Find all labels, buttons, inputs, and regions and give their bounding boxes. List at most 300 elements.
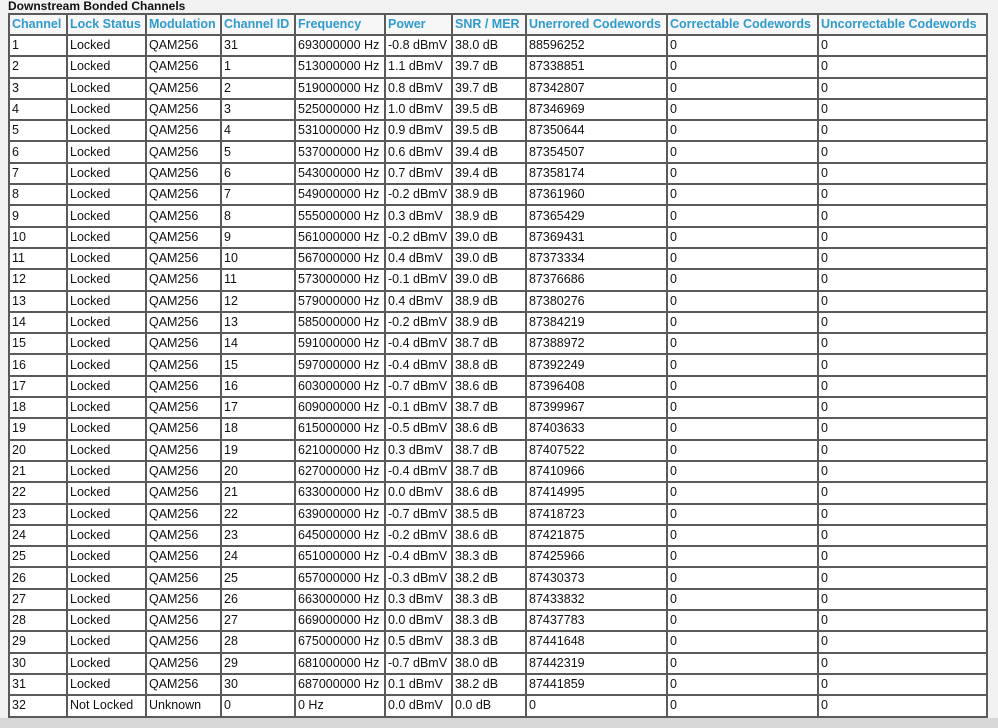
cell-lock-status: Locked <box>67 333 146 354</box>
cell-uncorrectable-codewords: 0 <box>818 674 987 695</box>
cell-modulation: QAM256 <box>146 589 221 610</box>
cell-snr-mer: 38.9 dB <box>452 184 526 205</box>
cell-channel-id: 5 <box>221 141 295 162</box>
cell-correctable-codewords: 0 <box>667 205 818 226</box>
cell-power: 1.1 dBmV <box>385 56 452 77</box>
cell-correctable-codewords: 0 <box>667 546 818 567</box>
cell-frequency: 543000000 Hz <box>295 163 385 184</box>
cell-lock-status: Locked <box>67 525 146 546</box>
header-unerrored-codewords: Unerrored Codewords <box>526 14 667 35</box>
cell-channel: 25 <box>9 546 67 567</box>
cell-snr-mer: 38.3 dB <box>452 546 526 567</box>
cell-correctable-codewords: 0 <box>667 312 818 333</box>
cell-uncorrectable-codewords: 0 <box>818 440 987 461</box>
header-correctable-codewords: Correctable Codewords <box>667 14 818 35</box>
cell-uncorrectable-codewords: 0 <box>818 695 987 716</box>
cell-channel: 24 <box>9 525 67 546</box>
table-row <box>9 504 987 525</box>
cell-channel-id: 12 <box>221 291 295 312</box>
cell-lock-status: Locked <box>67 354 146 375</box>
cell-channel-id: 10 <box>221 248 295 269</box>
table-row <box>9 418 987 439</box>
cell-channel-id: 20 <box>221 461 295 482</box>
cell-uncorrectable-codewords: 0 <box>818 653 987 674</box>
cell-uncorrectable-codewords: 0 <box>818 312 987 333</box>
cell-channel: 3 <box>9 78 67 99</box>
cell-correctable-codewords: 0 <box>667 631 818 652</box>
cell-lock-status: Locked <box>67 248 146 269</box>
table-row <box>9 695 987 716</box>
cell-frequency: 609000000 Hz <box>295 397 385 418</box>
cell-correctable-codewords: 0 <box>667 653 818 674</box>
cell-lock-status: Locked <box>67 35 146 56</box>
table-row <box>9 99 987 120</box>
cell-unerrored-codewords: 88596252 <box>526 35 667 56</box>
cell-correctable-codewords: 0 <box>667 120 818 141</box>
cell-channel: 31 <box>9 674 67 695</box>
table-row <box>9 78 987 99</box>
cell-frequency: 663000000 Hz <box>295 589 385 610</box>
cell-unerrored-codewords: 87358174 <box>526 163 667 184</box>
cell-modulation: QAM256 <box>146 269 221 290</box>
cell-frequency: 627000000 Hz <box>295 461 385 482</box>
table-row <box>9 35 987 56</box>
cell-power: -0.7 dBmV <box>385 504 452 525</box>
header-channel-id: Channel ID <box>221 14 295 35</box>
table-header-row <box>9 14 987 35</box>
table-row <box>9 674 987 695</box>
cell-power: -0.4 dBmV <box>385 354 452 375</box>
cell-lock-status: Locked <box>67 141 146 162</box>
cell-snr-mer: 39.7 dB <box>452 56 526 77</box>
table-row <box>9 525 987 546</box>
cell-uncorrectable-codewords: 0 <box>818 589 987 610</box>
cell-snr-mer: 38.6 dB <box>452 482 526 503</box>
cell-channel: 21 <box>9 461 67 482</box>
table-row <box>9 184 987 205</box>
cell-frequency: 513000000 Hz <box>295 56 385 77</box>
cell-unerrored-codewords: 87407522 <box>526 440 667 461</box>
cell-modulation: QAM256 <box>146 291 221 312</box>
header-frequency: Frequency <box>295 14 385 35</box>
cell-channel-id: 31 <box>221 35 295 56</box>
table-row <box>9 205 987 226</box>
cell-lock-status: Locked <box>67 546 146 567</box>
cell-correctable-codewords: 0 <box>667 461 818 482</box>
cell-uncorrectable-codewords: 0 <box>818 184 987 205</box>
cell-channel-id: 29 <box>221 653 295 674</box>
cell-uncorrectable-codewords: 0 <box>818 248 987 269</box>
cell-channel: 13 <box>9 291 67 312</box>
cell-channel-id: 15 <box>221 354 295 375</box>
cell-correctable-codewords: 0 <box>667 440 818 461</box>
cell-uncorrectable-codewords: 0 <box>818 56 987 77</box>
cell-power: 0.3 dBmV <box>385 205 452 226</box>
cell-channel: 17 <box>9 376 67 397</box>
cell-unerrored-codewords: 0 <box>526 695 667 716</box>
cell-power: 0.9 dBmV <box>385 120 452 141</box>
cell-lock-status: Locked <box>67 269 146 290</box>
cell-unerrored-codewords: 87338851 <box>526 56 667 77</box>
cell-uncorrectable-codewords: 0 <box>818 35 987 56</box>
cell-power: -0.4 dBmV <box>385 333 452 354</box>
cell-channel-id: 30 <box>221 674 295 695</box>
cell-uncorrectable-codewords: 0 <box>818 461 987 482</box>
cell-channel: 7 <box>9 163 67 184</box>
header-modulation: Modulation <box>146 14 221 35</box>
cell-frequency: 603000000 Hz <box>295 376 385 397</box>
cell-unerrored-codewords: 87365429 <box>526 205 667 226</box>
cell-unerrored-codewords: 87430373 <box>526 567 667 588</box>
cell-correctable-codewords: 0 <box>667 227 818 248</box>
cell-modulation: QAM256 <box>146 504 221 525</box>
cell-unerrored-codewords: 87376686 <box>526 269 667 290</box>
cell-unerrored-codewords: 87433832 <box>526 589 667 610</box>
cell-lock-status: Locked <box>67 376 146 397</box>
table-row <box>9 227 987 248</box>
cell-power: 0.3 dBmV <box>385 589 452 610</box>
cell-power: 0.1 dBmV <box>385 674 452 695</box>
table-row <box>9 376 987 397</box>
cell-snr-mer: 39.0 dB <box>452 227 526 248</box>
cell-correctable-codewords: 0 <box>667 674 818 695</box>
cell-modulation: QAM256 <box>146 141 221 162</box>
cell-frequency: 651000000 Hz <box>295 546 385 567</box>
cell-modulation: QAM256 <box>146 461 221 482</box>
table-row <box>9 631 987 652</box>
cell-modulation: QAM256 <box>146 482 221 503</box>
cell-lock-status: Locked <box>67 504 146 525</box>
cell-frequency: 561000000 Hz <box>295 227 385 248</box>
cell-unerrored-codewords: 87361960 <box>526 184 667 205</box>
cell-power: -0.4 dBmV <box>385 546 452 567</box>
cell-lock-status: Locked <box>67 653 146 674</box>
cell-modulation: QAM256 <box>146 205 221 226</box>
cell-unerrored-codewords: 87350644 <box>526 120 667 141</box>
cell-frequency: 555000000 Hz <box>295 205 385 226</box>
cell-correctable-codewords: 0 <box>667 695 818 716</box>
cell-correctable-codewords: 0 <box>667 269 818 290</box>
section-title: Downstream Bonded Channels <box>8 0 186 13</box>
cell-uncorrectable-codewords: 0 <box>818 354 987 375</box>
cell-unerrored-codewords: 87441859 <box>526 674 667 695</box>
cell-snr-mer: 38.6 dB <box>452 376 526 397</box>
cell-frequency: 615000000 Hz <box>295 418 385 439</box>
table-row <box>9 567 987 588</box>
cell-uncorrectable-codewords: 0 <box>818 120 987 141</box>
cell-snr-mer: 38.2 dB <box>452 674 526 695</box>
cell-unerrored-codewords: 87342807 <box>526 78 667 99</box>
cell-power: -0.2 dBmV <box>385 184 452 205</box>
cell-frequency: 657000000 Hz <box>295 567 385 588</box>
cell-unerrored-codewords: 87346969 <box>526 99 667 120</box>
downstream-channels-table <box>8 13 988 718</box>
cell-correctable-codewords: 0 <box>667 35 818 56</box>
cell-uncorrectable-codewords: 0 <box>818 99 987 120</box>
cell-modulation: QAM256 <box>146 631 221 652</box>
cell-unerrored-codewords: 87388972 <box>526 333 667 354</box>
header-lock-status: Lock Status <box>67 14 146 35</box>
cell-frequency: 567000000 Hz <box>295 248 385 269</box>
cell-channel: 20 <box>9 440 67 461</box>
cell-correctable-codewords: 0 <box>667 589 818 610</box>
cell-snr-mer: 38.3 dB <box>452 589 526 610</box>
cell-power: 1.0 dBmV <box>385 99 452 120</box>
cell-modulation: QAM256 <box>146 248 221 269</box>
cell-channel-id: 4 <box>221 120 295 141</box>
cell-lock-status: Locked <box>67 440 146 461</box>
cell-unerrored-codewords: 87425966 <box>526 546 667 567</box>
cell-frequency: 537000000 Hz <box>295 141 385 162</box>
cell-uncorrectable-codewords: 0 <box>818 610 987 631</box>
cell-channel-id: 27 <box>221 610 295 631</box>
cell-modulation: QAM256 <box>146 35 221 56</box>
cell-channel: 23 <box>9 504 67 525</box>
table-row <box>9 354 987 375</box>
cell-channel-id: 2 <box>221 78 295 99</box>
cell-correctable-codewords: 0 <box>667 525 818 546</box>
cell-channel: 11 <box>9 248 67 269</box>
header-channel: Channel <box>9 14 67 35</box>
table-body <box>9 35 987 717</box>
cell-channel-id: 28 <box>221 631 295 652</box>
cell-channel: 14 <box>9 312 67 333</box>
cell-channel-id: 21 <box>221 482 295 503</box>
cell-power: -0.2 dBmV <box>385 312 452 333</box>
cell-lock-status: Locked <box>67 567 146 588</box>
cell-snr-mer: 38.0 dB <box>452 653 526 674</box>
cell-channel-id: 16 <box>221 376 295 397</box>
cell-lock-status: Locked <box>67 56 146 77</box>
cell-unerrored-codewords: 87421875 <box>526 525 667 546</box>
cell-frequency: 639000000 Hz <box>295 504 385 525</box>
table-row <box>9 440 987 461</box>
cell-lock-status: Locked <box>67 418 146 439</box>
cell-power: -0.1 dBmV <box>385 397 452 418</box>
cell-modulation: QAM256 <box>146 227 221 248</box>
cell-correctable-codewords: 0 <box>667 99 818 120</box>
cell-modulation: QAM256 <box>146 525 221 546</box>
cell-frequency: 675000000 Hz <box>295 631 385 652</box>
cell-snr-mer: 38.0 dB <box>452 35 526 56</box>
cell-channel: 30 <box>9 653 67 674</box>
cell-uncorrectable-codewords: 0 <box>818 227 987 248</box>
cell-channel-id: 23 <box>221 525 295 546</box>
cell-channel-id: 1 <box>221 56 295 77</box>
cell-modulation: QAM256 <box>146 674 221 695</box>
cell-unerrored-codewords: 87441648 <box>526 631 667 652</box>
cell-uncorrectable-codewords: 0 <box>818 397 987 418</box>
cell-unerrored-codewords: 87396408 <box>526 376 667 397</box>
cell-uncorrectable-codewords: 0 <box>818 141 987 162</box>
cell-correctable-codewords: 0 <box>667 56 818 77</box>
cell-unerrored-codewords: 87369431 <box>526 227 667 248</box>
cell-frequency: 531000000 Hz <box>295 120 385 141</box>
cell-uncorrectable-codewords: 0 <box>818 631 987 652</box>
cell-power: 0.4 dBmV <box>385 291 452 312</box>
cell-modulation: QAM256 <box>146 78 221 99</box>
cell-frequency: 597000000 Hz <box>295 354 385 375</box>
cell-snr-mer: 39.0 dB <box>452 269 526 290</box>
cell-power: 0.5 dBmV <box>385 631 452 652</box>
cell-frequency: 0 Hz <box>295 695 385 716</box>
cell-power: -0.1 dBmV <box>385 269 452 290</box>
cell-frequency: 579000000 Hz <box>295 291 385 312</box>
cell-snr-mer: 39.0 dB <box>452 248 526 269</box>
cell-lock-status: Locked <box>67 674 146 695</box>
cell-unerrored-codewords: 87437783 <box>526 610 667 631</box>
cell-lock-status: Locked <box>67 631 146 652</box>
cell-channel-id: 24 <box>221 546 295 567</box>
cell-power: -0.7 dBmV <box>385 653 452 674</box>
cell-uncorrectable-codewords: 0 <box>818 78 987 99</box>
cell-lock-status: Locked <box>67 397 146 418</box>
cell-channel: 2 <box>9 56 67 77</box>
cell-power: 0.0 dBmV <box>385 695 452 716</box>
cell-channel-id: 25 <box>221 567 295 588</box>
cell-snr-mer: 39.5 dB <box>452 99 526 120</box>
cell-frequency: 645000000 Hz <box>295 525 385 546</box>
cell-modulation: QAM256 <box>146 567 221 588</box>
cell-lock-status: Locked <box>67 610 146 631</box>
cell-correctable-codewords: 0 <box>667 78 818 99</box>
cell-channel: 5 <box>9 120 67 141</box>
cell-channel: 10 <box>9 227 67 248</box>
table-row <box>9 461 987 482</box>
cell-snr-mer: 39.7 dB <box>452 78 526 99</box>
cell-channel: 9 <box>9 205 67 226</box>
cell-snr-mer: 39.5 dB <box>452 120 526 141</box>
cell-lock-status: Locked <box>67 312 146 333</box>
cell-uncorrectable-codewords: 0 <box>818 525 987 546</box>
table-row <box>9 482 987 503</box>
cell-unerrored-codewords: 87373334 <box>526 248 667 269</box>
cell-frequency: 633000000 Hz <box>295 482 385 503</box>
cell-modulation: QAM256 <box>146 397 221 418</box>
cell-power: 0.4 dBmV <box>385 248 452 269</box>
cell-snr-mer: 38.7 dB <box>452 333 526 354</box>
cell-lock-status: Locked <box>67 99 146 120</box>
cell-snr-mer: 38.9 dB <box>452 205 526 226</box>
cell-uncorrectable-codewords: 0 <box>818 163 987 184</box>
cell-power: -0.2 dBmV <box>385 525 452 546</box>
cell-channel-id: 18 <box>221 418 295 439</box>
cell-lock-status: Locked <box>67 184 146 205</box>
cell-channel-id: 26 <box>221 589 295 610</box>
cell-modulation: QAM256 <box>146 440 221 461</box>
cell-correctable-codewords: 0 <box>667 291 818 312</box>
header-power: Power <box>385 14 452 35</box>
cell-correctable-codewords: 0 <box>667 354 818 375</box>
cell-power: -0.5 dBmV <box>385 418 452 439</box>
cell-lock-status: Locked <box>67 78 146 99</box>
cell-uncorrectable-codewords: 0 <box>818 418 987 439</box>
bottom-edge <box>0 718 998 728</box>
cell-channel-id: 8 <box>221 205 295 226</box>
cell-snr-mer: 38.9 dB <box>452 312 526 333</box>
cell-channel: 32 <box>9 695 67 716</box>
table-row <box>9 269 987 290</box>
cell-unerrored-codewords: 87384219 <box>526 312 667 333</box>
cell-channel-id: 17 <box>221 397 295 418</box>
cell-uncorrectable-codewords: 0 <box>818 504 987 525</box>
table-row <box>9 397 987 418</box>
cell-channel: 4 <box>9 99 67 120</box>
cell-modulation: QAM256 <box>146 163 221 184</box>
cell-channel: 29 <box>9 631 67 652</box>
cell-snr-mer: 38.7 dB <box>452 397 526 418</box>
cell-lock-status: Not Locked <box>67 695 146 716</box>
table-row <box>9 163 987 184</box>
cell-uncorrectable-codewords: 0 <box>818 291 987 312</box>
cell-snr-mer: 38.5 dB <box>452 504 526 525</box>
cell-modulation: QAM256 <box>146 312 221 333</box>
cell-correctable-codewords: 0 <box>667 610 818 631</box>
cell-frequency: 681000000 Hz <box>295 653 385 674</box>
cell-snr-mer: 38.9 dB <box>452 291 526 312</box>
table-row <box>9 120 987 141</box>
cell-channel-id: 6 <box>221 163 295 184</box>
cell-uncorrectable-codewords: 0 <box>818 205 987 226</box>
cell-lock-status: Locked <box>67 205 146 226</box>
cell-power: 0.0 dBmV <box>385 610 452 631</box>
cell-frequency: 693000000 Hz <box>295 35 385 56</box>
cell-channel-id: 7 <box>221 184 295 205</box>
cell-channel-id: 13 <box>221 312 295 333</box>
cell-correctable-codewords: 0 <box>667 482 818 503</box>
cell-channel: 1 <box>9 35 67 56</box>
cell-uncorrectable-codewords: 0 <box>818 567 987 588</box>
cell-frequency: 525000000 Hz <box>295 99 385 120</box>
downstream-table-container <box>8 13 986 718</box>
cell-lock-status: Locked <box>67 589 146 610</box>
cell-modulation: QAM256 <box>146 56 221 77</box>
cell-channel: 19 <box>9 418 67 439</box>
table-row <box>9 653 987 674</box>
cell-correctable-codewords: 0 <box>667 141 818 162</box>
cell-power: -0.8 dBmV <box>385 35 452 56</box>
cell-unerrored-codewords: 87380276 <box>526 291 667 312</box>
cell-lock-status: Locked <box>67 482 146 503</box>
cell-snr-mer: 39.4 dB <box>452 141 526 162</box>
cell-power: -0.3 dBmV <box>385 567 452 588</box>
cell-snr-mer: 0.0 dB <box>452 695 526 716</box>
cell-frequency: 573000000 Hz <box>295 269 385 290</box>
header-snr-mer: SNR / MER <box>452 14 526 35</box>
cell-snr-mer: 38.7 dB <box>452 461 526 482</box>
cell-modulation: Unknown <box>146 695 221 716</box>
cell-unerrored-codewords: 87410966 <box>526 461 667 482</box>
cell-correctable-codewords: 0 <box>667 163 818 184</box>
cell-snr-mer: 38.8 dB <box>452 354 526 375</box>
cell-channel: 6 <box>9 141 67 162</box>
cell-lock-status: Locked <box>67 461 146 482</box>
cell-channel-id: 19 <box>221 440 295 461</box>
table-row <box>9 141 987 162</box>
cell-snr-mer: 38.3 dB <box>452 631 526 652</box>
cell-frequency: 687000000 Hz <box>295 674 385 695</box>
cell-modulation: QAM256 <box>146 610 221 631</box>
cell-modulation: QAM256 <box>146 653 221 674</box>
cell-snr-mer: 38.6 dB <box>452 418 526 439</box>
table-row <box>9 589 987 610</box>
cell-channel-id: 14 <box>221 333 295 354</box>
header-uncorrectable-codewords: Uncorrectable Codewords <box>818 14 987 35</box>
cell-modulation: QAM256 <box>146 418 221 439</box>
cell-unerrored-codewords: 87403633 <box>526 418 667 439</box>
table-row <box>9 248 987 269</box>
table-row <box>9 56 987 77</box>
